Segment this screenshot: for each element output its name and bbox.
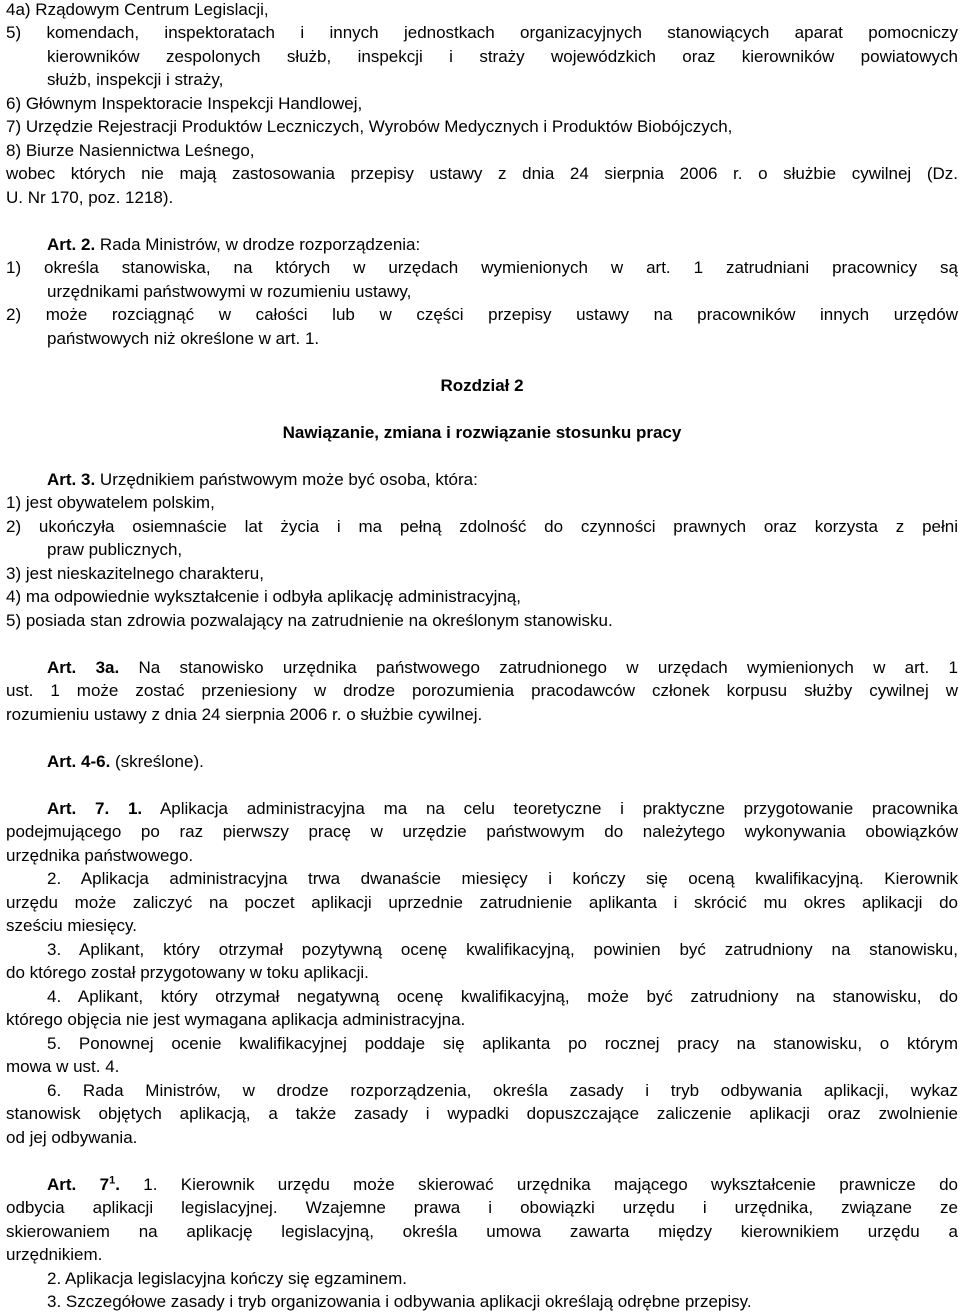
list-item: 1) jest obywatelem polskim,	[6, 493, 215, 513]
text-line: ust. 1 może zostać przeniesiony w drodze porozumienia pracodawców członek korpusu służby cywilnej w	[6, 681, 958, 701]
text-line: U. Nr 170, poz. 1218).	[6, 187, 174, 207]
text-line: 6) Głównym Inspektoracie Inspekcji Handlowej,	[6, 93, 363, 113]
list-item: 3) jest nieskazitelnego charakteru,	[6, 563, 264, 583]
text-line: wobec których nie mają zastosowania przepisy ustawy z dnia 24 sierpnia 2006 r. o służbie cywilnej (Dz.	[6, 164, 958, 184]
article-2-intro: Art. 2. Rada Ministrów, w drodze rozporządzenia:	[47, 234, 421, 254]
list-item: 4) ma odpowiednie wykształcenie i odbyła aplikację administracyjną,	[6, 587, 521, 607]
text-line: służb, inspekcji i straży,	[47, 70, 224, 90]
article-label: Art. 3a.	[47, 657, 120, 677]
superscript: 1	[109, 1173, 116, 1186]
text-line: podejmującego po raz pierwszy pracę w urzędzie państwowym do należytego wykonywania obowiązków	[6, 822, 958, 842]
text-line: odbycia aplikacji legislacyjnej. Wzajemne prawa i obowiązki urzędu i urzędnika, związane ze	[6, 1198, 958, 1218]
list-item: praw publicznych,	[47, 540, 183, 560]
text-line: 1) określa stanowiska, na których w urzędach wymienionych w art. 1 zatrudniani pracownicy są	[6, 258, 958, 278]
text-line: mowa w ust. 4.	[6, 1057, 120, 1077]
list-item: 5) posiada stan zdrowia pozwalający na zatrudnienie na określonym stanowisku.	[6, 610, 613, 630]
text-line: stanowisk objętych aplikacją, a także zasady i wypadki dopuszczające zaliczenie aplikacji oraz zwolnienie	[6, 1104, 958, 1124]
text-line: 5) komendach, inspektoratach i innych jednostkach organizacyjnych stanowiących aparat pomocniczy	[6, 23, 958, 43]
text-line: 2. Aplikacja legislacyjna kończy się egzaminem.	[47, 1268, 408, 1288]
text-line: urzędnika państwowego.	[6, 845, 194, 865]
article-label: Art. 7.	[47, 798, 110, 818]
text-line: skierowaniem na aplikację legislacyjną, określa umowa zawarta między kierownikiem urzędu a	[6, 1221, 958, 1241]
text-line: 8) Biurze Nasiennictwa Leśnego,	[6, 140, 255, 160]
text-line: 2) może rozciągnąć w całości lub w części przepisy ustawy na pracowników innych urzędów	[6, 305, 958, 325]
text-line: 2. Aplikacja administracyjna trwa dwanaście miesięcy i kończy się oceną kwalifikacyjną. Kierownik	[47, 869, 958, 889]
article-4-6: Art. 4-6. (skreślone).	[47, 751, 204, 771]
chapter-number: Rozdział 2	[440, 375, 524, 395]
text-line: 7) Urzędzie Rejestracji Produktów Leczniczych, Wyrobów Medycznych i Produktów Biobójczych,	[6, 117, 733, 137]
article-label: Art. $7^1$.	[47, 1173, 120, 1194]
article-label: Art. 2.	[47, 234, 96, 254]
text-line: państwowych niż określone w art. 1.	[47, 328, 320, 348]
text-line: do którego został przygotowany w toku aplikacji.	[6, 963, 369, 983]
article-3a-line: Art. 3a. Na stanowisko urzędnika państwowego zatrudnionego w urzędach wymienionych w art. 1	[47, 657, 958, 677]
text-line: 5. Ponownej ocenie kwalifikacyjnej poddaje się aplikanta po rocznej pracy na stanowisku, o którym	[47, 1033, 958, 1053]
text-line: urzędu może zaliczyć na poczet aplikacji uprzednie zatrudnienie aplikanta i skrócić mu okres aplikacji do	[6, 892, 958, 912]
list-item: 2) ukończyła osiemnaście lat życia i ma pełną zdolność do czynności prawnych oraz korzysta z pełni	[6, 516, 958, 536]
text-line: urzędnikiem.	[6, 1245, 103, 1265]
article-label: Art. 3.	[47, 469, 96, 489]
text-line: 6. Rada Ministrów, w drodze rozporządzenia, określa zasady i tryb odbywania aplikacji, wykaz	[47, 1080, 958, 1100]
text-line: od jej odbywania.	[6, 1127, 138, 1147]
article-3-intro: Art. 3. Urzędnikiem państwowym może być osoba, która:	[47, 469, 478, 489]
chapter-title: Nawiązanie, zmiana i rozwiązanie stosunku pracy	[282, 422, 682, 442]
text-line: 3. Szczegółowe zasady i tryb organizowania i odbywania aplikacji określają odrębne przepisy.	[47, 1292, 752, 1311]
text-line: 3. Aplikant, który otrzymał pozytywną ocenę kwalifikacyjną, powinien być zatrudniony na stanowisku,	[47, 939, 958, 959]
text-line: 4a) Rządowym Centrum Legislacji,	[6, 0, 269, 19]
text-line: sześciu miesięcy.	[6, 916, 137, 936]
article-label: Art. 4-6.	[47, 751, 111, 771]
text-line: 4. Aplikant, który otrzymał negatywną ocenę kwalifikacyjną, może być zatrudniony na stanowisku, do	[47, 986, 958, 1006]
article-7-line: Art. 7. 1. Aplikacja administracyjna ma na celu teoretyczne i praktyczne przygotowanie pracownika	[47, 798, 958, 818]
text-line: kierowników zespolonych służb, inspekcji i straży wojewódzkich oraz kierowników powiatowych	[47, 46, 958, 66]
text-line: którego objęcia nie jest wymagana aplikacja administracyjna.	[6, 1010, 466, 1030]
text-line: urzędnikami państwowymi w rozumieniu ustawy,	[47, 281, 412, 301]
article-7-1-line: Art. $7^1$. 1. Kierownik urzędu może skierować urzędnika mającego wykształcenie prawnicze do	[47, 1173, 958, 1194]
text-line: rozumieniu ustawy z dnia 24 sierpnia 2006 r. o służbie cywilnej.	[6, 704, 483, 724]
